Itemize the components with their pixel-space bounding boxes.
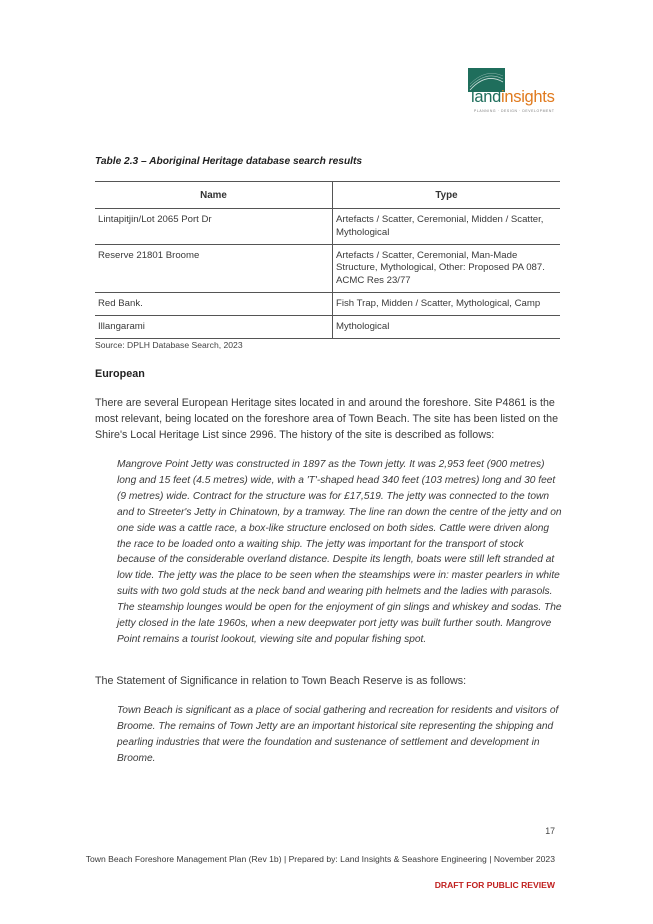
- cell-type: Mythological: [333, 315, 561, 338]
- table-header-row: [95, 182, 560, 209]
- cell-name: Red Bank.: [95, 292, 333, 315]
- cell-name: Illangarami: [95, 315, 333, 338]
- table-row: [95, 244, 560, 292]
- cell-type: Artefacts / Scatter, Ceremonial, Man-Made Structure, Mythological, Other: Proposed PA 087. ACMC Res 23/77: [333, 244, 561, 292]
- logo-tagline: PLANNING · DESIGN · DEVELOPMENT: [474, 109, 555, 113]
- column-header-name: Name: [95, 182, 333, 209]
- cell-type: Fish Trap, Midden / Scatter, Mythological, Camp: [333, 292, 561, 315]
- table-row: [95, 292, 560, 315]
- logo-wordmark: landinsights: [471, 88, 555, 106]
- footer-text: Town Beach Foreshore Management Plan (Rev 1b) | Prepared by: Land Insights & Seashore Engineering | November 2023: [85, 854, 555, 864]
- column-header-type: Type: [333, 182, 561, 209]
- european-intro-paragraph: There are several European Heritage sites located in and around the foreshore. Site P4861 is the most relevant, being located on the foreshore area of Town Beach. The site has been listed on the Shire's Local Heritage List since 2996. The history of the site is described as follows:: [95, 397, 559, 441]
- cell-name: Reserve 21801 Broome: [95, 244, 333, 292]
- page-number: 17: [545, 826, 555, 836]
- cell-name: Lintapitjin/Lot 2065 Port Dr: [95, 209, 333, 245]
- table-source: Source: DPLH Database Search, 2023: [95, 340, 243, 350]
- land-insights-logo: [465, 68, 565, 118]
- jetty-history-quote: Mangrove Point Jetty was constructed in 1897 as the Town jetty. It was 2,953 feet (900 metres) long and 15 feet (4.5 metres) wide, with a 'T'-shaped head 340 feet (103 metres) long and 30 feet (9 metres) wide. Contract for the structure was for £17,519. The jetty was connected to the town and to Streeter's Jetty in Chinatown, by a tramway. The line ran down the centre of the jetty and on one side was a cattle race, a box-like structure enclosed on both sides. Cattle were driven along the race to be loaded onto a waiting ship. The jetty was important for the transport of stock because of the considerable overland distance. Despite its length, boats were still left stranded at low tide. The jetty was the place to be seen when the steamships were in: master pearlers in white suits with two gold studs at the neck band and wearing pith helmets and the ladies with parasols. The steamship lounges would be open for the enjoyment of gin slings and whiskey and sodas. The jetty closed in the late 1960s, when a new deepwater port jetty was built further south. Mangrove Point remains a tourist lookout, viewing site and popular fishing spot.: [117, 459, 562, 645]
- table-caption: Table 2.3 – Aboriginal Heritage database search results: [95, 156, 363, 167]
- heritage-table: [95, 181, 560, 339]
- section-heading-european: European: [95, 368, 145, 380]
- cell-type: Artefacts / Scatter, Ceremonial, Midden / Scatter, Mythological: [333, 209, 561, 245]
- draft-notice: DRAFT FOR PUBLIC REVIEW: [434, 880, 555, 890]
- table-row: [95, 315, 560, 338]
- significance-quote: Town Beach is significant as a place of social gathering and recreation for residents and visitors of Broome. The remains of Town Jetty are an important historical site representing the shipping and pearling industries that were the foundation and sustenance of settlement and development in Broome.: [117, 705, 559, 764]
- table-row: [95, 209, 560, 245]
- significance-intro-paragraph: The Statement of Significance in relation to Town Beach Reserve is as follows:: [95, 675, 467, 687]
